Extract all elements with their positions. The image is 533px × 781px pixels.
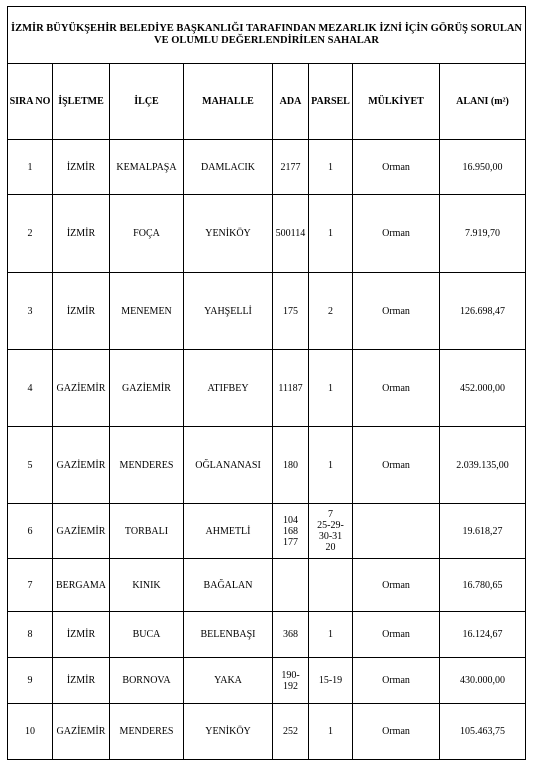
cell-sira-no: 6: [8, 504, 53, 559]
cell-alan: 7.919,70: [440, 195, 526, 273]
cell-sira-no: 5: [8, 427, 53, 504]
cell-parsel: [309, 704, 353, 760]
cell-mahalle: YAHŞELLİ: [184, 273, 273, 350]
cell-parsel-line: 1: [328, 228, 333, 239]
cell-alan: 430.000,00: [440, 658, 526, 704]
cell-ada: [273, 427, 309, 504]
cell-parsel-line: 20: [325, 542, 336, 553]
cell-ilce: TORBALI: [110, 504, 184, 559]
cell-ada: [273, 140, 309, 195]
cell-isletme: İZMİR: [53, 195, 110, 273]
cell-mahalle: ATIFBEY: [184, 350, 273, 427]
header-sira-no: SIRA NO: [8, 64, 53, 140]
cell-ada: [273, 350, 309, 427]
cell-parsel-line: 1: [328, 161, 333, 173]
cell-sira-no: 1: [8, 140, 53, 195]
cell-mulkiyet: Orman: [353, 195, 440, 273]
cell-parsel-line: 30-31: [318, 531, 343, 542]
cell-parsel-line: 25-29-: [317, 520, 344, 531]
cell-isletme: İZMİR: [53, 658, 110, 704]
cell-mulkiyet: Orman: [353, 658, 440, 704]
table-row: [8, 195, 526, 273]
cell-sira-no: 10: [8, 704, 53, 760]
cell-ada: [273, 504, 309, 559]
cell-ada: [273, 612, 309, 658]
table-row: [8, 273, 526, 350]
header-ilce: İLÇE: [110, 64, 184, 140]
cell-alan: 105.463,75: [440, 704, 526, 760]
table-row: [8, 140, 526, 195]
table-row: [8, 427, 526, 504]
cell-ada-line: 177: [283, 536, 298, 548]
cell-mahalle: YENİKÖY: [184, 195, 273, 273]
cell-parsel: [309, 504, 353, 559]
cell-ada: [273, 273, 309, 350]
cell-ada-line: 2177: [280, 161, 301, 173]
cell-alan: 16.124,67: [440, 612, 526, 658]
cell-isletme: İZMİR: [53, 140, 110, 195]
cell-ilce: KEMALPAŞA: [110, 140, 184, 195]
table-row: [8, 559, 526, 612]
table-title: [8, 7, 526, 64]
cell-mahalle: DAMLACIK: [184, 140, 273, 195]
header-ada: ADA: [273, 64, 309, 140]
cell-sira-no: 3: [8, 273, 53, 350]
cell-ilce: BUCA: [110, 612, 184, 658]
title-line-2: VE OLUMLU DEĞERLENDİRİLEN SAHALAR: [154, 35, 379, 46]
cell-ada: [273, 559, 309, 612]
cell-parsel-line: 7: [328, 509, 333, 520]
table-row: [8, 704, 526, 760]
cell-parsel-line: 15-19: [318, 675, 343, 686]
cell-alan: 2.039.135,00: [440, 427, 526, 504]
cell-mulkiyet: Orman: [353, 273, 440, 350]
table-body: [8, 140, 526, 760]
cell-ilce: MENDERES: [110, 427, 184, 504]
cell-isletme: GAZİEMİR: [53, 427, 110, 504]
table-row: [8, 350, 526, 427]
cell-alan: 126.698,47: [440, 273, 526, 350]
cell-parsel: [309, 350, 353, 427]
cell-parsel: [309, 612, 353, 658]
cell-mahalle: YENİKÖY: [184, 704, 273, 760]
cell-isletme: GAZİEMİR: [53, 704, 110, 760]
cell-parsel-line: 1: [328, 382, 333, 394]
table-row: [8, 658, 526, 704]
cell-ilce: KINIK: [110, 559, 184, 612]
cell-mulkiyet: Orman: [353, 704, 440, 760]
cell-isletme: İZMİR: [53, 273, 110, 350]
cell-mulkiyet: Orman: [353, 350, 440, 427]
cell-mulkiyet: Orman: [353, 427, 440, 504]
cemetery-sites-table: [7, 6, 526, 760]
cell-isletme: BERGAMA: [53, 559, 110, 612]
cell-ada-line: 175: [283, 305, 298, 317]
cell-mahalle: YAKA: [184, 658, 273, 704]
cell-mulkiyet: Orman: [353, 140, 440, 195]
cell-parsel: [309, 195, 353, 273]
document-page: [7, 6, 525, 760]
cell-alan: 19.618,27: [440, 504, 526, 559]
cell-parsel: [309, 658, 353, 704]
cell-ada-line: 500114: [275, 228, 306, 239]
cell-parsel-line: 1: [328, 459, 333, 471]
cell-ilce: GAZİEMİR: [110, 350, 184, 427]
cell-mulkiyet: [353, 504, 440, 559]
cell-mulkiyet: Orman: [353, 612, 440, 658]
cell-ada-line: 180: [283, 459, 298, 471]
cell-sira-no: 2: [8, 195, 53, 273]
cell-parsel-line: 1: [328, 629, 333, 640]
cell-mahalle: BAĞALAN: [184, 559, 273, 612]
cell-alan: 16.950,00: [440, 140, 526, 195]
cell-ada-line: 190-192: [281, 669, 300, 692]
cell-mahalle: OĞLANANASI: [184, 427, 273, 504]
cell-ada: [273, 195, 309, 273]
cell-ada: [273, 658, 309, 704]
cell-alan: 452.000,00: [440, 350, 526, 427]
header-mahalle: MAHALLE: [184, 64, 273, 140]
title-line-1: İZMİR BÜYÜKŞEHİR BELEDİYE BAŞKANLIĞI TARAFINDAN MEZARLIK İZNİ İÇİN GÖRÜŞ SORULAN: [11, 23, 522, 34]
cell-ada: [273, 704, 309, 760]
cell-sira-no: 4: [8, 350, 53, 427]
cell-mulkiyet: Orman: [353, 559, 440, 612]
cell-ada-line: 11187: [278, 382, 303, 394]
cell-ilce: FOÇA: [110, 195, 184, 273]
cell-sira-no: 8: [8, 612, 53, 658]
header-row: [8, 64, 526, 140]
cell-isletme: GAZİEMİR: [53, 350, 110, 427]
header-alan: ALANI (m²): [440, 64, 526, 140]
header-mulkiyet: MÜLKİYET: [353, 64, 440, 140]
cell-parsel: [309, 140, 353, 195]
cell-parsel-line: 1: [328, 726, 333, 737]
header-parsel: PARSEL: [309, 64, 353, 140]
cell-alan: 16.780,65: [440, 559, 526, 612]
header-isletme: İŞLETME: [53, 64, 110, 140]
cell-ada-line: 252: [283, 726, 298, 737]
cell-mahalle: AHMETLİ: [184, 504, 273, 559]
cell-ada-line: 368: [283, 629, 298, 640]
cell-ilce: MENEMEN: [110, 273, 184, 350]
cell-parsel: [309, 427, 353, 504]
cell-sira-no: 9: [8, 658, 53, 704]
table-row: [8, 612, 526, 658]
cell-parsel: [309, 559, 353, 612]
cell-isletme: GAZİEMİR: [53, 504, 110, 559]
cell-ada-line: 104: [283, 514, 298, 526]
cell-mahalle: BELENBAŞI: [184, 612, 273, 658]
cell-sira-no: 7: [8, 559, 53, 612]
table-row: [8, 504, 526, 559]
cell-ilce: BORNOVA: [110, 658, 184, 704]
cell-ada-line: 168: [283, 525, 298, 537]
cell-ilce: MENDERES: [110, 704, 184, 760]
cell-isletme: İZMİR: [53, 612, 110, 658]
cell-parsel: [309, 273, 353, 350]
cell-parsel-line: 2: [328, 305, 333, 317]
